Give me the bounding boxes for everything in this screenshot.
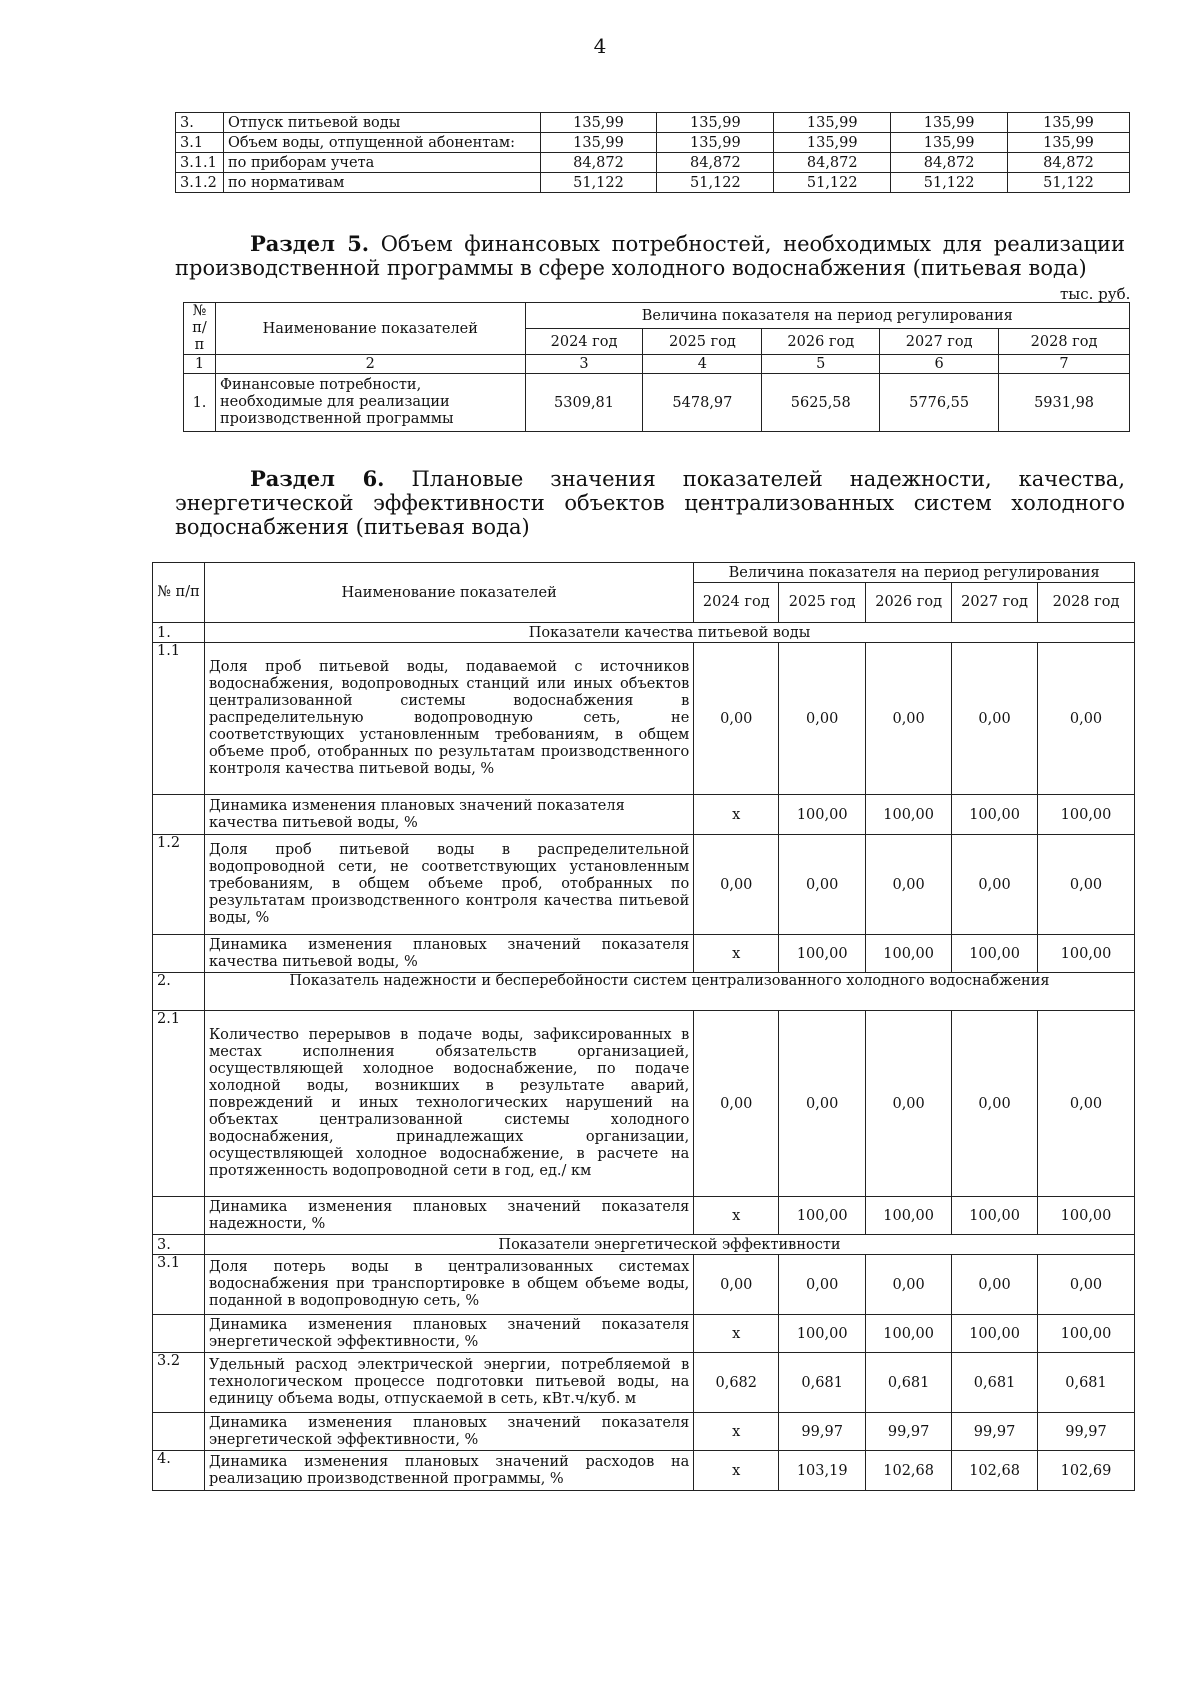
table-row [153,1353,1135,1413]
group-row [153,623,1135,643]
cell-value: 0,00 [952,1011,1038,1197]
cell-value: 102,68 [866,1451,952,1491]
row-num: 1.2 [153,835,205,935]
cell-value: 135,99 [1008,113,1130,133]
cell-value: 135,99 [891,113,1008,133]
section5-heading [175,232,1125,280]
cell-value: 0,00 [866,1011,952,1197]
indicators-table [152,562,1135,1491]
cell-value: х [694,1197,779,1235]
cell-value: 100,00 [779,1315,866,1353]
table-row [153,1011,1135,1197]
cell-value: 0,00 [1038,835,1135,935]
finance-table [183,302,1130,432]
table-row [153,935,1135,973]
row-num [153,1413,205,1451]
row-name [215,374,525,432]
row-num: 3. [176,113,224,133]
cell-value: 51,122 [774,173,891,193]
cell-value: 84,872 [774,153,891,173]
cell-value: 0,682 [694,1353,779,1413]
year-header: 2024 год [525,329,643,355]
row-name: Доля проб питьевой воды, подаваемой с источников водоснабжения, водопроводных станций или иных объектов централизованной системы водоснабжения в распределительную водопроводную сеть, не соответствующих установленным требованиям, в общем объеме проб, отобранных по результатам производственного контроля качества питьевой воды, % [204,643,693,795]
cell-value: 135,99 [774,133,891,153]
row-num: 2.1 [153,1011,205,1197]
col-name-header: Наименование показателей [204,563,693,623]
table-row [153,835,1135,935]
cell-value: 0,00 [952,643,1038,795]
cell-value: 0,00 [779,835,866,935]
cell-value: 135,99 [891,133,1008,153]
section6-heading [175,467,1125,539]
cell-value: 99,97 [952,1413,1038,1451]
group-title: Показатели качества питьевой воды [204,623,1134,643]
cell-value: 100,00 [866,795,952,835]
cell-value: 100,00 [866,1197,952,1235]
row-num: 4. [153,1451,205,1491]
row-name: Динамика изменения плановых значений показателя энергетической эффективности, % [204,1413,693,1451]
cell-value: 0,00 [694,835,779,935]
row-num: 3. [153,1235,205,1255]
row-num [153,1197,205,1235]
table-row [153,1451,1135,1491]
cell-value: 0,00 [866,1255,952,1315]
cell-value: 0,00 [952,835,1038,935]
cell-value: 0,00 [694,1011,779,1197]
row-name: Отпуск питьевой воды [223,113,540,133]
col-name-header: Наименование показателей [215,303,525,355]
row-name: Динамика изменения плановых значений показателя качества питьевой воды, % [204,935,693,973]
row-name: Динамика изменения плановых значений показателя энергетической эффективности, % [204,1315,693,1353]
table-row [153,1197,1135,1235]
cell-value: 102,68 [952,1451,1038,1491]
cell-value: 0,681 [866,1353,952,1413]
index-row [184,355,1130,374]
name-line-text: производственной программы [219,411,454,427]
row-name: Удельный расход электрической энергии, потребляемой в технологическом процессе подготовки питьевой воды, на единицу объема воды, отпускаемой в сеть, кВт.ч/куб. м [204,1353,693,1413]
cell-value: 0,00 [694,1255,779,1315]
row-num: 3.1 [153,1255,205,1315]
cell-value: 0,00 [1038,1255,1135,1315]
col-group-header: Величина показателя на период регулирования [525,303,1129,329]
cell-value: 100,00 [1038,1315,1135,1353]
index-cell: 5 [762,355,880,374]
cell-value: 0,00 [866,835,952,935]
year-header: 2026 год [762,329,880,355]
unit-label: тыс. руб. [1060,285,1131,303]
cell-value: 84,872 [657,153,774,173]
year-header: 2027 год [880,329,999,355]
cell-value: 103,19 [779,1451,866,1491]
row-num: 3.1 [176,133,224,153]
row-name: по приборам учета [223,153,540,173]
index-cell: 2 [215,355,525,374]
row-num [153,1315,205,1353]
cell-value: х [694,1315,779,1353]
section6-title: Плановые значения показателей надежности, качества, энергетической эффективности объектов централизованных систем холодного водоснабжения (питьевая вода) [175,467,1125,539]
col-num-header: № п/п [153,563,205,623]
row-num: 1. [184,374,216,432]
cell-value: 99,97 [779,1413,866,1451]
year-header: 2025 год [643,329,762,355]
section5-label: Раздел 5. [250,231,370,256]
section6-label: Раздел 6. [250,466,385,491]
cell-value: 0,00 [1038,1011,1135,1197]
cell-value: 135,99 [657,133,774,153]
table-row [184,374,1130,432]
table-row [153,1413,1135,1451]
name-line [220,411,521,428]
header-row [184,303,1130,329]
row-name: Динамика изменения плановых значений показателя надежности, % [204,1197,693,1235]
cell-value: 135,99 [774,113,891,133]
cell-value: 0,00 [952,1255,1038,1315]
cell-value: 135,99 [657,113,774,133]
cell-value: 0,681 [779,1353,866,1413]
cell-value: 100,00 [866,935,952,973]
cell-value: 135,99 [540,133,657,153]
table-row [153,795,1135,835]
cell-value: 100,00 [1038,1197,1135,1235]
row-name: Доля проб питьевой воды в распределительной водопроводной сети, не соответствующих установленным требованиям, в общем объеме проб, отобранных по результатам производственного контроля качества питьевой воды, % [204,835,693,935]
index-cell: 4 [643,355,762,374]
cell-value: 84,872 [540,153,657,173]
cell-value: 100,00 [952,795,1038,835]
row-name: Количество перерывов в подаче воды, зафиксированных в местах исполнения обязательств организацией, осуществляющей холодное водоснабжение, по подаче холодной воды, возникших в результате аварий, повреждений и иных технологических нарушений на объектах централизованной системы холодного водоснабжения, принадлежащих организации, осуществляющей холодное водоснабжение, в расчете на протяженность водопроводной сети в год, ед./ км [204,1011,693,1197]
cell-value: 0,00 [866,643,952,795]
row-name: по нормативам [223,173,540,193]
cell-value: 0,00 [779,1255,866,1315]
table-row [176,113,1130,133]
year-header: 2028 год [1038,583,1135,623]
index-cell: 6 [880,355,999,374]
index-cell: 3 [525,355,643,374]
cell-value: 0,681 [1038,1353,1135,1413]
cell-value: 51,122 [540,173,657,193]
page-number: 4 [593,34,607,58]
cell-value: 0,681 [952,1353,1038,1413]
year-header: 2024 год [694,583,779,623]
cell-value: 100,00 [1038,795,1135,835]
group-title: Показатели энергетической эффективности [204,1235,1134,1255]
cell-value: 51,122 [891,173,1008,193]
section5-title: Объем финансовых потребностей, необходимых для реализации производственной программы в сфере холодного водоснабжения (питьевая вода) [175,232,1125,280]
water-release-table [175,112,1130,193]
row-num: 3.1.2 [176,173,224,193]
cell-value: 100,00 [779,795,866,835]
group-row [153,1235,1135,1255]
name-line [220,394,521,411]
name-line [220,377,521,394]
cell-value: 135,99 [1008,133,1130,153]
cell-value: 100,00 [952,935,1038,973]
cell-value: 100,00 [866,1315,952,1353]
row-num: 1. [153,623,205,643]
row-name: Доля потерь воды в централизованных системах водоснабжения при транспортировке в общем объеме воды, поданной в водопроводную сеть, % [204,1255,693,1315]
group-row [153,973,1135,1011]
group-title: Показатель надежности и бесперебойности систем централизованного холодного водоснабжения [204,973,1134,1011]
cell-value: 0,00 [694,643,779,795]
name-line-text: Финансовые потребности, [219,377,422,393]
year-header: 2027 год [952,583,1038,623]
cell-value: 99,97 [866,1413,952,1451]
row-num: 2. [153,973,205,1011]
cell-value: 100,00 [952,1197,1038,1235]
year-header: 2026 год [866,583,952,623]
table-row [153,1255,1135,1315]
row-num: 1.1 [153,643,205,795]
table-row [176,133,1130,153]
col-group-header: Величина показателя на период регулирования [694,563,1135,583]
name-line-text: необходимые для реализации [219,394,450,410]
cell-value: 5625,58 [762,374,880,432]
cell-value: 135,99 [540,113,657,133]
table-row [153,643,1135,795]
col-num-header: № п/п [184,303,216,355]
year-header: 2025 год [779,583,866,623]
index-cell: 7 [999,355,1130,374]
cell-value: 100,00 [779,1197,866,1235]
index-cell: 1 [184,355,216,374]
cell-value: х [694,935,779,973]
table-row [176,173,1130,193]
header-row [153,563,1135,583]
cell-value: 100,00 [1038,935,1135,973]
row-name: Динамика изменения плановых значений показателя качества питьевой воды, % [204,795,693,835]
cell-value: 0,00 [779,643,866,795]
cell-value: 84,872 [891,153,1008,173]
cell-value: 5478,97 [643,374,762,432]
cell-value: 5776,55 [880,374,999,432]
row-name: Динамика изменения плановых значений расходов на реализацию производственной программы, % [204,1451,693,1491]
year-header: 2028 год [999,329,1130,355]
cell-value: х [694,1451,779,1491]
cell-value: 100,00 [779,935,866,973]
cell-value: 5931,98 [999,374,1130,432]
cell-value: 51,122 [657,173,774,193]
cell-value: 84,872 [1008,153,1130,173]
row-name: Объем воды, отпущенной абонентам: [223,133,540,153]
table-row [153,1315,1135,1353]
cell-value: 100,00 [952,1315,1038,1353]
cell-value: 0,00 [1038,643,1135,795]
cell-value: 102,69 [1038,1451,1135,1491]
cell-value: 5309,81 [525,374,643,432]
table-row [176,153,1130,173]
row-num: 3.2 [153,1353,205,1413]
row-num: 3.1.1 [176,153,224,173]
row-num [153,795,205,835]
row-num [153,935,205,973]
cell-value: х [694,795,779,835]
cell-value: 99,97 [1038,1413,1135,1451]
cell-value: 51,122 [1008,173,1130,193]
cell-value: 0,00 [779,1011,866,1197]
cell-value: х [694,1413,779,1451]
